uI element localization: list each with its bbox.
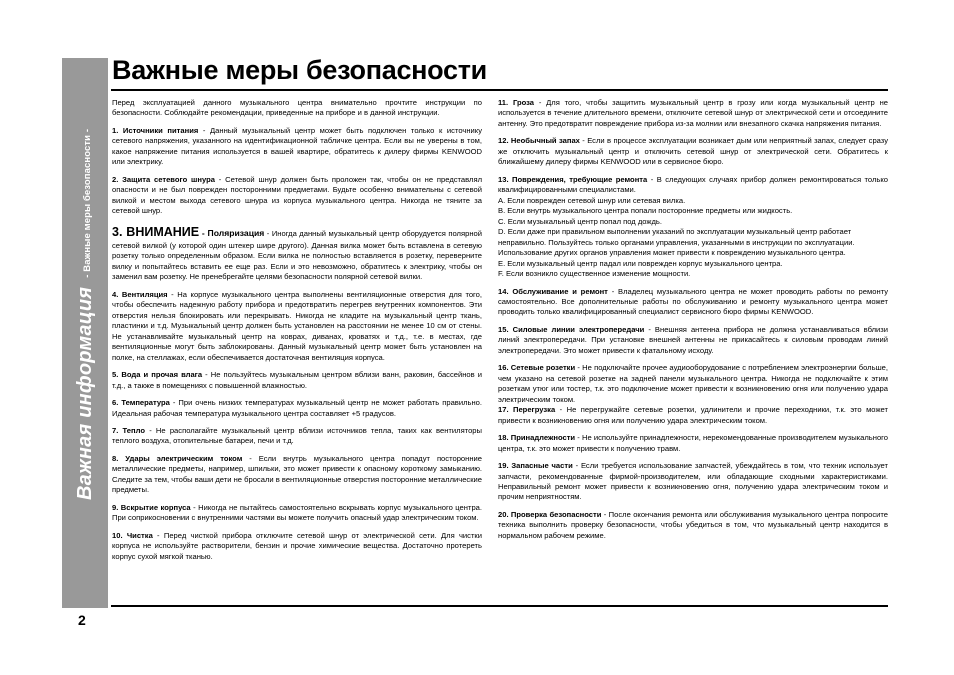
header-rule [111,89,888,91]
safety-item-10 [112,531,482,562]
safety-item-8 [112,454,482,496]
safety-item-7 [112,426,482,447]
page-title: Важные меры безопасности [112,55,487,85]
safety-item-6-body: - При очень низких температурах музыкальный центр не может работать правильно. Идеальная рабочая температура музыкального центра составляет +5 градусов. [112,398,483,418]
safety-item-11-body: - Для того, чтобы защитить музыкальный центр в грозу или когда музыкальный центр не используется в течение длительного времени, отключите сетевой шнур от электрической сети и отсоедините антенну. Это предотвратит повреждение прибора из-за молнии или внезапного скачка напряжения питания. [498,98,888,128]
footer-rule [111,605,888,607]
safety-item-10-body: - Перед чисткой прибора отключите сетевой шнур от электрической сети. Для чистки корпуса не используйте растворители, бензин и прочие химические вещества. Достаточно протереть корпус сухой мягкой тканью. [112,530,482,561]
sidebar-title: Важная информация [74,286,96,500]
safety-item-3-lead: ВНИМАНИЕ [126,224,200,239]
safety-item-18 [498,433,888,454]
safety-item-13-sub-f: F. Если возникло существенное изменение мощности. [498,269,691,279]
safety-item-14 [498,287,888,318]
safety-item-15-lead: 15. Силовые линии электропередачи [498,324,645,334]
safety-item-3-subtitle: - Поляризация [199,227,265,238]
safety-item-16-lead: 16. Сетевые розетки [498,363,576,373]
safety-item-1-lead: 1. Источники питания [112,125,199,135]
safety-item-20-lead: 20. Проверка безопасности [498,509,602,519]
safety-item-13-sub-c: C. Если музыкальный центр попал под дождь. [498,216,662,226]
safety-item-16-body: - Не подключайте прочее аудиооборудование с потреблением электроэнергии больше, чем указано на сетевой розетке на задней панели музыкального центра. Никогда не подключайте к этим розеткам утюг или тостер, т.к. это подключение может привести к возникновению огня или получению удара электрическим током. [498,363,888,404]
safety-item-17 [498,405,888,426]
safety-item-4-lead: 4. Вентиляция [112,289,168,299]
safety-item-19 [498,461,888,503]
right-text-column [498,98,888,548]
safety-item-3-body: - Иногда данный музыкальный центр оборудуется полярной сетевой вилкой (у которой один штекер шире другого). Данная вилка может быть вставлена в сетевую розетку только определенным образом. Если вилка не полностью вставляется в розетку, переверните вилку и попытайтесь вставить ее еще раз. Если и это невозможно, обратитесь к электрику, чтобы он заменил вам розетку. Не пренебрегайте целями безопасности полярной сетевой вилки. [112,228,482,282]
safety-item-8-body: - Если внутрь музыкального центра попадут посторонние металлические предметы, например, шпильки, это может привести к опасному короткому замыканию. Следите за тем, чтобы ваши дети не бросали в вентиляционные отверстия посторонние металлические предметы. [112,453,482,495]
safety-item-6 [112,398,482,419]
page-number: 2 [78,612,86,628]
safety-item-1-body: - Данный музыкальный центр может быть подключен только к источнику сетевого напряжения, указанного на идентификационной табличке центра. Если вы не уверены в том, какое напряжение питания используется в вашей квартире, обратитесь к дилеру фирмы KENWOOD или электрику. [112,125,482,167]
safety-item-5-lead: 5. Вода и прочая влага [112,370,203,380]
safety-item-12-body: - Если в процессе эксплуатации возникает дым или неприятный запах, следует сразу же отключить музыкальный центр и отключить сетевой шнур от электрической сети. Обратитесь к ближайшему дилеру фирмы KENWOOD или в сервисное бюро. [498,136,888,167]
safety-item-10-lead: 10. Чистка [112,530,153,540]
safety-item-2-lead: 2. Защита сетевого шнура [112,174,215,184]
left-text-column [112,98,482,569]
safety-item-15 [498,325,888,356]
safety-item-12-lead: 12. Необычный запах [498,136,580,146]
safety-item-2-body: - Сетевой шнур должен быть проложен так, чтобы он не представлял опасности и не был поврежден посторонними предметами. Будьте особенно внимательны с сетевой вилкой и местом выхода сетевого шнура из корпуса музыкального центра. Никогда не тяните за сетевой шнур. [112,174,482,216]
safety-item-5-body: - Не пользуйтесь музыкальным центром вблизи ванн, раковин, бассейнов и т.д., а также в помещениях с повышенной влажностью. [112,370,482,390]
safety-item-3 [112,224,482,283]
safety-item-3-number: 3. [112,224,127,239]
safety-item-14-body: - Владелец музыкального центра не может проводить работы по ремонту самостоятельно. Все дополнительные работы по обслуживанию и ремонту музыкального центра может проводить только квалифицированный специалист сервисного бюро фирмы KENWOOD. [498,286,888,317]
safety-item-17-body: - Не перегружайте сетевые розетки, удлинители и прочие переходники, т.к. это может привести к возникновению огня или получению удара электрическим током. [498,405,888,425]
safety-item-19-body: - Если требуется использование запчастей, убеждайтесь в том, что техник использует запчасти, рекомендованные фирмой-производителем, или обладающие сходными характеристиками. Неправильный ремонт может привести к возникновению огня, получению удара электрическим током и прочим неприятностям. [498,461,888,502]
safety-item-13-sub-e: E. Если музыкальный центр падал или поврежден корпус музыкального центра. [498,258,783,268]
safety-item-11 [498,98,888,129]
safety-item-13-sublist [498,196,888,280]
intro-paragraph: Перед эксплуатацией данного музыкального центра внимательно прочтите инструкции по безопасности. Соблюдайте рекомендации, приведенные на приборе и в данной инструкции. [112,98,482,118]
safety-item-16 [498,363,888,405]
safety-item-9-body: - Никогда не пытайтесь самостоятельно вскрывать корпус музыкального центра. При соприкосновении с внутренними частями вы можете получить опасный удар электрическим током. [112,502,482,523]
safety-item-7-lead: 7. Тепло [112,425,145,435]
safety-item-20 [498,510,888,541]
safety-item-18-lead: 18. Принадлежности [498,433,576,443]
safety-item-17-lead: 17. Перегрузка [498,405,556,415]
safety-item-15-body: - Внешняя антенна прибора не должна устанавливаться вблизи линий электропередачи. При установке внешней антенны не прикасайтесь к силовым проводам линий электропередачи. Это может привести к фатальному исходу. [498,324,888,355]
safety-item-13-sub-a: A. Если поврежден сетевой шнур или сетевая вилка. [498,195,686,205]
safety-item-19-lead: 19. Запасные части [498,461,573,471]
safety-item-1 [112,126,482,168]
safety-item-2 [112,175,482,217]
safety-item-4-body: - На корпусе музыкального центра выполнены вентиляционные отверстия для того, чтобы обеспечить надежную работу прибора и предотвратить перегрев внутренних компонентов. Эти отверстия нельзя блокировать или перекрывать. Никогда не кладите на музыкальный центр ткань, пластинки и т.д. Музыкальный центр должен быть установлен на расстоянии не менее 10 см от стены. Не устанавливайте музыкальный центр на коврах, диванах, кроватях и т.д., т.е. в местах, где вентиляционные могут быть заблокированы. Данный музыкальный центр может быть установлен на полке, на стеллажах, если обеспечивается достаточная вентиляция корпуса. [112,289,482,362]
sidebar-tab-text-group [62,58,108,608]
safety-item-11-lead: 11. Гроза [498,98,535,107]
safety-item-6-lead: 6. Температура [112,398,170,408]
safety-item-14-lead: 14. Обслуживание и ремонт [498,286,608,296]
safety-item-5 [112,370,482,391]
safety-item-7-body: - Не располагайте музыкальный центр вблизи источников тепла, таких как вентиляторы теплого воздуха, отопительные батареи, печи и т.д. [112,425,482,446]
safety-item-20-body: - После окончания ремонта или обслуживания музыкального центра попросите техника выполнить проверку безопасности, чтобы убедиться в том, что музыкальный центр находится в нормальном рабочем режиме. [498,509,889,540]
safety-item-9-lead: 9. Вскрытие корпуса [112,502,191,512]
safety-item-13-sub-d: D. Если даже при правильном выполнении указаний по эксплуатации музыкальный центр работает неправильно. Пользуйтесь только органами управления, указанными в инструкции по эксплуатации. Использование других органов управления может привести к повреждению музыкального центра. [498,227,855,258]
safety-item-8-lead: 8. Удары электрическим током [112,453,243,463]
safety-item-4 [112,290,482,363]
safety-item-13 [498,175,888,196]
sidebar-section-tab [62,58,108,608]
safety-item-12 [498,136,888,167]
safety-item-18-body: - Не используйте принадлежности, нерекомендованные производителем музыкального центра, т.к. это может привести к получению травм. [498,433,888,453]
safety-item-13-lead: 13. Повреждения, требующие ремонта [498,174,648,184]
safety-item-9 [112,503,482,524]
safety-item-13-sub-b: B. Если внутрь музыкального центра попали посторонние предметы или жидкость. [498,206,793,216]
sidebar-subtitle: - Важные меры безопасности - [82,128,94,278]
safety-item-13-body: - В следующих случаях прибор должен ремонтироваться только квалифицированными специалистами. [498,174,888,195]
